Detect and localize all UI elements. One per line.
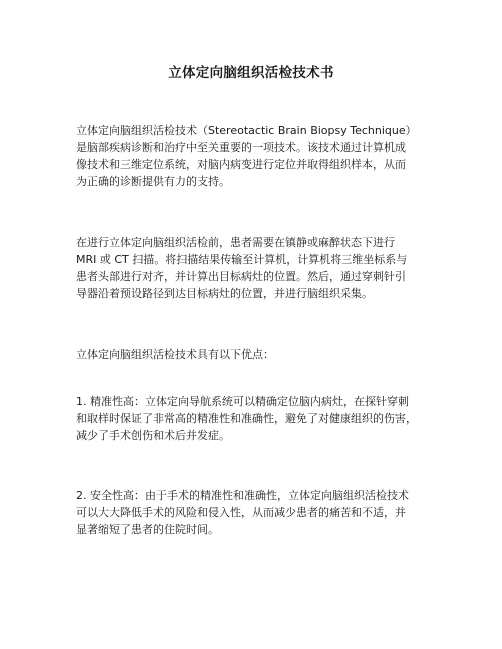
paragraph-line: 2. 安全性高：由于手术的精准性和准确性，立体定向脑组织活检技术 xyxy=(76,489,409,502)
paragraph-line: 是脑部疾病诊断和治疗中至关重要的一项技术。该技术通过计算机成 xyxy=(76,141,406,154)
paragraph-line: 像技术和三维定位系统，对脑内病变进行定位并取得组织样本，从而 xyxy=(76,158,406,171)
paragraph-line: 在进行立体定向脑组织活检前，患者需要在镇静或麻醉状态下进行 xyxy=(76,236,395,249)
paragraph-line: MRI 或 CT 扫描。将扫描结果传输至计算机，计算机将三维坐标系与 xyxy=(76,253,408,266)
paragraph-advantages-intro xyxy=(76,346,476,363)
paragraph-line: 1. 精准性高：立体定向导航系统可以精确定位脑内病灶，在探针穿刺 xyxy=(76,395,409,408)
list-item-safety xyxy=(76,487,476,538)
list-item-precision xyxy=(76,393,476,444)
paragraph-line: 和取样时保证了非常高的精准性和准确性，避免了对健康组织的伤害， xyxy=(76,412,417,425)
paragraph-line: 立体定向脑组织活检技术具有以下优点： xyxy=(76,348,274,361)
paragraph-line: 可以大大降低手术的风险和侵入性，从而减少患者的痛苦和不适，并 xyxy=(76,506,406,519)
document-title: 立体定向脑组织活检技术书 xyxy=(168,65,334,81)
paragraph-intro xyxy=(76,122,476,190)
paragraph-line: 减少了手术创伤和术后并发症。 xyxy=(76,429,230,442)
paragraph-line: 导器沿着预设路径到达目标病灶的位置，并进行脑组织采集。 xyxy=(76,287,373,300)
paragraph-line: 立体定向脑组织活检技术（Stereotactic Brain Biopsy Technique） xyxy=(76,124,417,137)
paragraph-line: 患者头部进行对齐，并计算出目标病灶的位置。然后，通过穿刺针引 xyxy=(76,270,406,283)
paragraph-line: 显著缩短了患者的住院时间。 xyxy=(76,523,219,536)
paragraph-line: 为正确的诊断提供有力的支持。 xyxy=(76,175,230,188)
paragraph-procedure xyxy=(76,234,476,302)
